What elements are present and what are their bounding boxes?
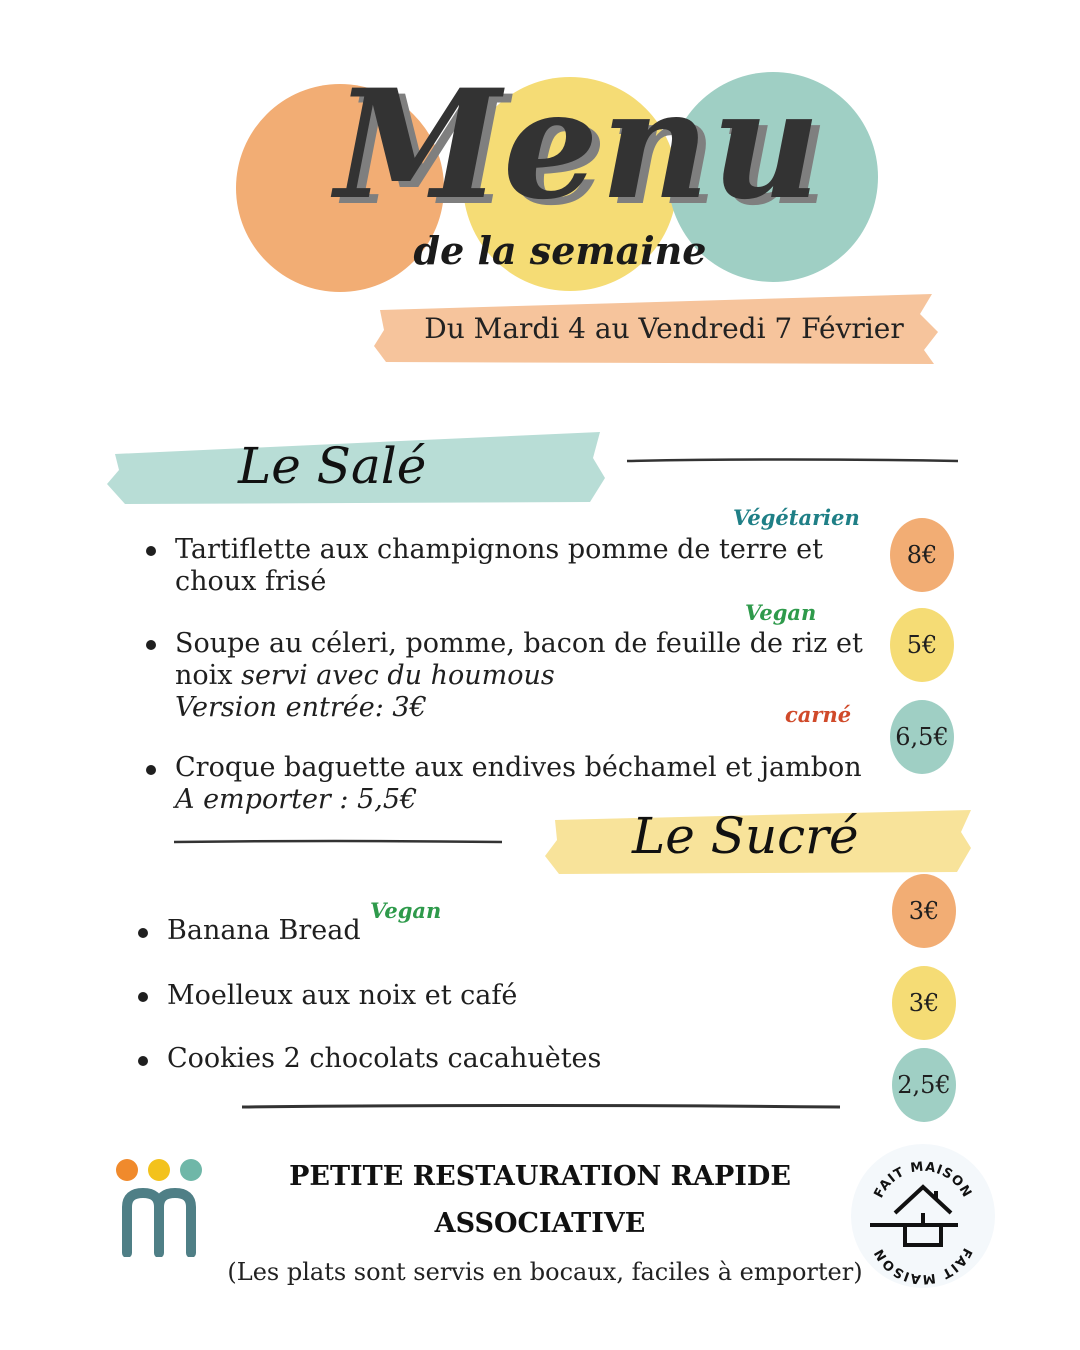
footer-title [240, 1153, 840, 1248]
item-note: A emporter : 5,5€ [175, 783, 418, 815]
bullet [138, 992, 148, 1002]
badge-text: FAIT MAISON [871, 1159, 975, 1201]
item-text: noix [175, 659, 242, 691]
item-line: Croque baguette aux endives béchamel et jambon [175, 752, 862, 783]
footer-line: ASSOCIATIVE [434, 1208, 646, 1240]
item-line: Tartiflette aux champignons pomme de terre et [175, 534, 824, 565]
bullet [146, 546, 156, 556]
item-note: servi avec du houmous [241, 659, 555, 691]
footer-line: PETITE RESTAURATION RAPIDE [289, 1161, 791, 1192]
menu-title: Menu [335, 57, 823, 233]
association-logo-icon [114, 1157, 204, 1257]
price-badge: 2,5€ [892, 1048, 956, 1122]
section-title-sucre: Le Sucré [632, 807, 859, 865]
item-line [175, 660, 875, 692]
fait-maison-badge-icon [850, 1143, 996, 1289]
bullet [146, 640, 156, 650]
item-line: Soupe au céleri, pomme, bacon de feuille de riz et [175, 628, 863, 659]
price-badge: 3€ [892, 874, 956, 948]
list-item: Banana Bread [167, 915, 361, 946]
section-title-sale: Le Salé [238, 437, 427, 495]
tag-vegan: Vegan [745, 600, 817, 625]
divider-line [625, 455, 960, 467]
tag-carne: carné [785, 702, 852, 727]
list-item: Cookies 2 chocolats cacahuètes [167, 1043, 602, 1074]
menu-dates: Du Mardi 4 au Vendredi 7 Février [424, 312, 904, 345]
item-line: choux frisé [175, 565, 327, 597]
bullet [146, 765, 156, 775]
bullet [138, 1056, 148, 1066]
divider-line [240, 1101, 842, 1113]
price-badge: 5€ [890, 608, 954, 682]
badge-text: FAIT MAISON [871, 1245, 975, 1287]
list-item: Moelleux aux noix et café [167, 980, 518, 1011]
bullet [138, 928, 148, 938]
tag-vegan: Vegan [370, 898, 442, 923]
price-badge: 3€ [892, 966, 956, 1040]
price-badge: 8€ [890, 518, 954, 592]
tag-vegetarien: Végétarien [733, 505, 860, 530]
item-note: Version entrée: 3€ [175, 691, 427, 723]
divider-line [172, 836, 504, 848]
menu-subtitle: de la semaine [413, 228, 707, 273]
footer-note: (Les plats sont servis en bocaux, faciles à emporter) [227, 1258, 863, 1286]
price-badge: 6,5€ [890, 700, 954, 774]
list-item [175, 534, 875, 598]
list-item [175, 628, 875, 724]
